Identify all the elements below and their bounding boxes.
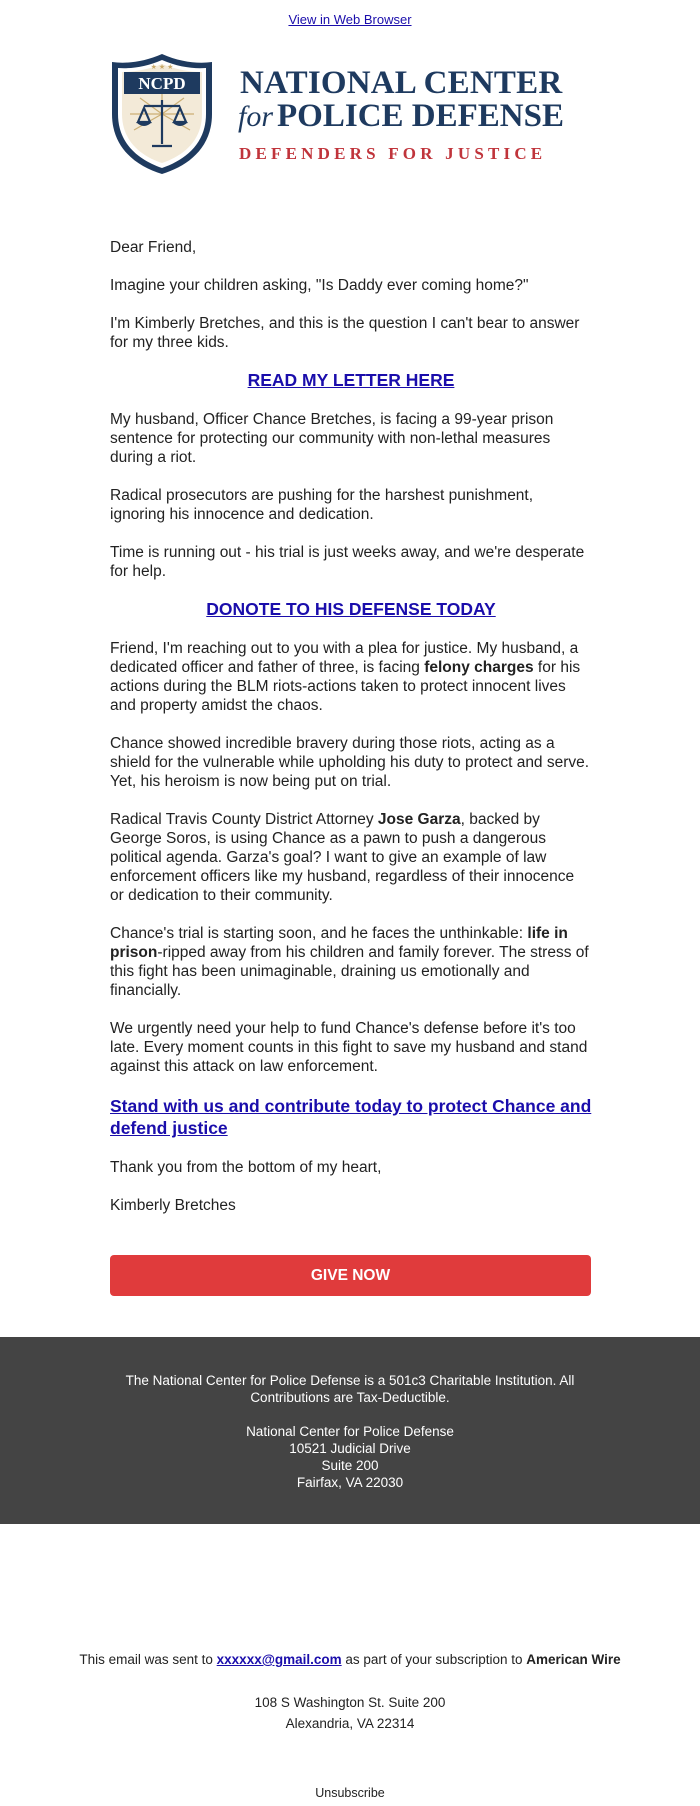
unsubscribe-link[interactable]: Unsubscribe <box>315 1786 385 1800</box>
cta-stand-with-us <box>110 1095 592 1139</box>
badge-text: NCPD <box>138 74 186 93</box>
cta-donate <box>110 600 592 620</box>
signature: Kimberly Bretches <box>110 1197 236 1214</box>
read-letter-link[interactable]: READ MY LETTER HERE <box>247 370 455 390</box>
svg-text:★ ★ ★: ★ ★ ★ <box>150 64 174 71</box>
paragraph-7: Chance showed incredible bravery during those riots, acting as a shield for the vulnerable while upholding his duty to protect and serve. Yet, his heroism is now being put on trial. <box>110 735 590 790</box>
recipient-email-link[interactable]: xxxxxx@gmail.com <box>216 1652 342 1667</box>
sender-address-line1: 108 S Washington St. Suite 200 <box>254 1695 446 1710</box>
letter-body <box>110 238 592 1234</box>
brand-police-defense: POLICE DEFENSE <box>277 98 564 134</box>
greeting: Dear Friend, <box>110 239 197 256</box>
footer-city: Fairfax, VA 22030 <box>296 1475 404 1490</box>
view-in-browser <box>0 12 700 27</box>
brand-title-line1: NATIONAL CENTER <box>240 65 563 101</box>
brand-header <box>110 52 590 182</box>
sender-address-line2: Alexandria, VA 22314 <box>285 1716 415 1731</box>
tax-deductible-note: The National Center for Police Defense is a 501c3 Charitable Institution. All Contributions are Tax-Deductible. <box>125 1373 575 1405</box>
ncpd-shield-logo <box>110 52 214 176</box>
footer-org-name: National Center for Police Defense <box>246 1424 454 1439</box>
footer-org-info <box>0 1337 700 1524</box>
subscription-notice: This email was sent to xxxxxx@gmail.com as part of your subscription to American Wire <box>79 1652 621 1667</box>
paragraph-1: Imagine your children asking, "Is Daddy ever coming home?" <box>110 277 529 294</box>
brand-for: for <box>238 100 274 133</box>
view-in-browser-link[interactable]: View in Web Browser <box>288 12 412 27</box>
paragraph-3: My husband, Officer Chance Bretches, is facing a 99-year prison sentence for protecting our community with non-lethal measures during a riot. <box>110 411 554 466</box>
donate-defense-link[interactable]: DONOTE TO HIS DEFENSE TODAY <box>206 599 496 619</box>
life-in-prison-emphasis: life in prison <box>110 925 568 961</box>
brand-title-line2 <box>238 98 564 135</box>
paragraph-5: Time is running out - his trial is just weeks away, and we're desperate for help. <box>110 544 585 580</box>
unsubscribe <box>0 1786 700 1800</box>
brand-tagline: DEFENDERS FOR JUSTICE <box>239 144 547 163</box>
paragraph-4: Radical prosecutors are pushing for the harshest punishment, ignoring his innocence and dedication. <box>110 487 534 523</box>
closing: Thank you from the bottom of my heart, <box>110 1159 382 1176</box>
cta-read-letter <box>110 371 592 391</box>
give-now-button[interactable]: GIVE NOW <box>110 1255 591 1296</box>
sender-address <box>0 1692 700 1734</box>
contribute-link[interactable]: Stand with us and contribute today to protect Chance and defend justice <box>110 1096 592 1138</box>
paragraph-2: I'm Kimberly Bretches, and this is the question I can't bear to answer for my three kids. <box>110 315 580 351</box>
felony-charges-emphasis: felony charges <box>424 659 534 676</box>
list-name: American Wire <box>526 1652 621 1667</box>
paragraph-8: Radical Travis County District Attorney Jose Garza, backed by George Soros, is using Chance as a pawn to push a dangerous political agenda. Garza's goal? I want to give an example of law enforcement officers like my husband, regardless of their innocence or dedication to their community. <box>110 811 575 904</box>
paragraph-10: We urgently need your help to fund Chance's defense before it's too late. Every moment counts in this fight to save my husband and stand against this attack on law enforcement. <box>110 1020 588 1075</box>
paragraph-6: Friend, I'm reaching out to you with a plea for justice. My husband, a dedicated officer and father of three, is facing felony charges for his actions during the BLM riots-actions taken to protect innocent lives and property amidst the chaos. <box>110 640 581 714</box>
paragraph-9: Chance's trial is starting soon, and he faces the unthinkable: life in prison-ripped away from his children and family forever. The stress of this fight has been unimaginable, draining us emotionally and financially. <box>110 925 589 999</box>
jose-garza-emphasis: Jose Garza <box>377 811 461 828</box>
footer-suite: Suite 200 <box>321 1458 379 1473</box>
footer-street: 10521 Judicial Drive <box>289 1441 411 1456</box>
